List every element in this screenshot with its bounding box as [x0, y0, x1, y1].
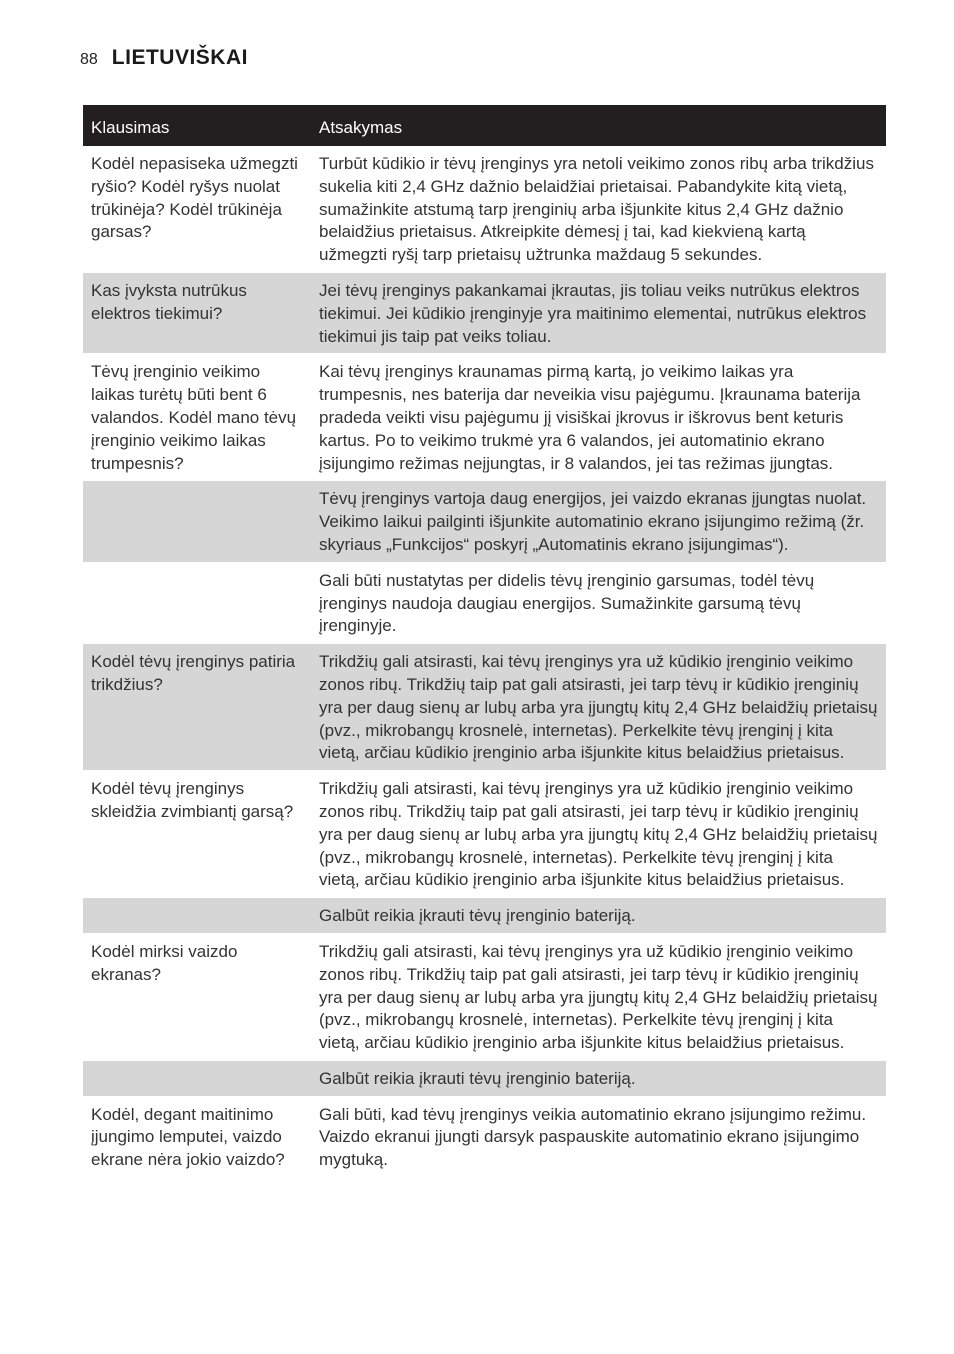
answer-cell: Kai tėvų įrenginys kraunamas pirmą kartą, jo veikimo laikas yra trumpesnis, nes baterija dar neveikia visu pajėgumu. Įkraunama baterija pradeda veikti visu pajėgumu jį visiškai įkrovus ir iškrovus bent keturis kartus. Po to veikimo trukmė yra 6 valandos, jei automatinio ekrano įsijungimo režimas neįjungtas, ir 8 valandos, jei tas režimas įjungtas. [311, 354, 886, 481]
table-row [83, 354, 886, 481]
answer-cell: Gali būti, kad tėvų įrenginys veikia automatinio ekrano įsijungimo režimu. Vaizdo ekranui įjungti darsyk paspauskite automatinio ekrano įsijungimo mygtuką. [311, 1096, 886, 1177]
table-row [83, 272, 886, 353]
faq-table [83, 105, 886, 1177]
question-cell: Kodėl tėvų įrenginys patiria trikdžius? [83, 644, 311, 771]
answer-cell: Trikdžių gali atsirasti, kai tėvų įrenginys yra už kūdikio įrenginio veikimo zonos ribų. Trikdžių taip pat gali atsirasti, jei tarp tėvų ir kūdikio įrenginių yra per daug sienų ar lubų arba yra įjungtų kitų 2,4 GHz belaidžių prietaisų (pvz., mikrobangų krosnelė, internetas). Perkelkite tėvų įrenginį į kita vietą, arčiau kūdikio įrenginio arba išjunkite kitus belaidžius prietaisus. [311, 771, 886, 898]
column-header-answer: Atsakymas [311, 105, 886, 146]
table-row [83, 933, 886, 1060]
table-row [83, 1096, 886, 1177]
question-cell [83, 481, 311, 562]
question-cell [83, 562, 311, 643]
table-row [83, 898, 886, 934]
answer-cell: Galbūt reikia įkrauti tėvų įrenginio bateriją. [311, 898, 886, 934]
table-row [83, 562, 886, 643]
question-cell: Kodėl mirksi vaizdo ekranas? [83, 933, 311, 1060]
answer-cell: Galbūt reikia įkrauti tėvų įrenginio bateriją. [311, 1060, 886, 1096]
table-row [83, 1060, 886, 1096]
table-row [83, 146, 886, 272]
table-body [83, 146, 886, 1177]
answer-cell: Trikdžių gali atsirasti, kai tėvų įrenginys yra už kūdikio įrenginio veikimo zonos ribų. Trikdžių taip pat gali atsirasti, jei tarp tėvų ir kūdikio įrenginių yra per daug sienų ar lubų arba yra įjungtų kitų 2,4 GHz belaidžių prietaisų (pvz., mikrobangų krosnelė, internetas). Perkelkite tėvų įrenginį į kita vietą, arčiau kūdikio įrenginio arba išjunkite kitus belaidžius prietaisus. [311, 644, 886, 771]
answer-cell: Turbūt kūdikio ir tėvų įrenginys yra netoli veikimo zonos ribų arba trikdžius sukelia kiti 2,4 GHz dažnio belaidžiai prietaisai. Pabandykite kitą vietą, sumažinkite atstumą tarp įrenginių arba išjunkite kitus 2,4 GHz dažnio belaidžius prietaisus. Atkreipkite dėmesį į tai, kad kiekvieną kartą užmegzti ryšį tarp prietaisų užtrunka maždaug 5 sekundes. [319, 154, 874, 265]
column-header-question: Klausimas [83, 105, 311, 146]
question-cell: Kodėl tėvų įrenginys skleidžia zvimbiantį garsą? [83, 771, 311, 898]
table-row [83, 481, 886, 562]
page-header [80, 46, 248, 76]
question-cell [83, 1060, 311, 1096]
answer-cell: Tėvų įrenginys vartoja daug energijos, jei vaizdo ekranas įjungtas nuolat. Veikimo laikui pailginti išjunkite automatinio ekrano įsijungimo režimą (žr. skyriaus „Funkcijos“ poskyrį „Automatinis ekrano įsijungimas“). [311, 481, 886, 562]
question-cell: Kodėl nepasiseka užmegzti ryšio? Kodėl ryšys nuolat trūkinėja? Kodėl trūkinėja garsas? [91, 154, 298, 242]
question-cell: Kodėl, degant maitinimo įjungimo lemputei, vaizdo ekrane nėra jokio vaizdo? [83, 1096, 311, 1177]
question-cell: Tėvų įrenginio veikimo laikas turėtų būti bent 6 valandos. Kodėl mano tėvų įrenginio veikimo laikas trumpesnis? [83, 354, 311, 481]
question-cell: Kas įvyksta nutrūkus elektros tiekimui? [83, 272, 311, 353]
table-row [83, 644, 886, 771]
answer-cell: Jei tėvų įrenginys pakankamai įkrautas, jis toliau veiks nutrūkus elektros tiekimui. Jei kūdikio įrenginyje yra maitinimo elementai, nutrūkus elektros tiekimui jis taip pat veiks toliau. [311, 272, 886, 353]
section-title: LIETUVIŠKAI [111, 46, 248, 69]
page-number: 88 [80, 51, 98, 68]
question-cell [83, 898, 311, 934]
answer-cell: Gali būti nustatytas per didelis tėvų įrenginio garsumas, todėl tėvų įrenginys naudoja daugiau energijos. Sumažinkite garsumą tėvų įrenginyje. [311, 562, 886, 643]
answer-cell: Trikdžių gali atsirasti, kai tėvų įrenginys yra už kūdikio įrenginio veikimo zonos ribų. Trikdžių taip pat gali atsirasti, jei tarp tėvų ir kūdikio įrenginių yra per daug sienų ar lubų arba yra įjungtų kitų 2,4 GHz belaidžių prietaisų (pvz., mikrobangų krosnelė, internetas). Perkelkite tėvų įrenginį į kita vietą, arčiau kūdikio įrenginio arba išjunkite kitus belaidžius prietaisus. [311, 933, 886, 1060]
table-row [83, 771, 886, 898]
table-header [83, 105, 886, 146]
